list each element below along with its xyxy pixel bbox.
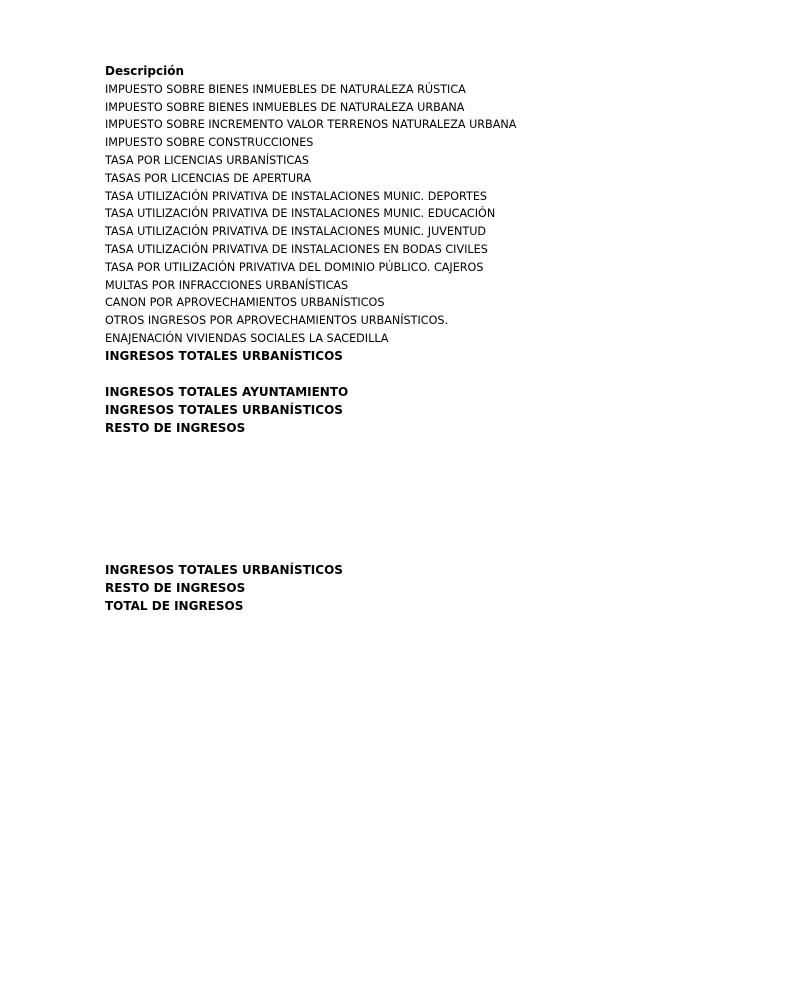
resto-ingresos-row: RESTO DE INGRESOS [105, 420, 246, 435]
table-row: IMPUESTO SOBRE CONSTRUCCIONES [105, 136, 314, 150]
table-row: TASA UTILIZACIÓN PRIVATIVA DE INSTALACIONES EN BODAS CIVILES [105, 242, 488, 256]
table-row: TASA UTILIZACIÓN PRIVATIVA DE INSTALACIONES MUNIC. EDUCACIÓN [105, 207, 496, 221]
summary-block [105, 384, 348, 437]
table-row: TASA UTILIZACIÓN PRIVATIVA DE INSTALACIONES MUNIC. DEPORTES [105, 189, 487, 203]
table-row: TASA UTILIZACIÓN PRIVATIVA DE INSTALACIONES MUNIC. JUVENTUD [105, 225, 487, 239]
table-row: TASA POR LICENCIAS URBANÍSTICAS [105, 153, 309, 167]
table-row: ENAJENACIÓN VIVIENDAS SOCIALES LA SACEDILLA [105, 331, 389, 345]
total-ingresos-row: TOTAL DE INGRESOS [105, 598, 244, 613]
income-description-table [105, 63, 705, 366]
table-row: TASA POR UTILIZACIÓN PRIVATIVA DEL DOMINIO PÚBLICO. CAJEROS [105, 260, 484, 274]
table-row: IMPUESTO SOBRE BIENES INMUEBLES DE NATURALEZA RÚSTICA [105, 82, 466, 96]
summary-total-urbanisticos-row: INGRESOS TOTALES URBANÍSTICOS [105, 402, 343, 417]
table-row: MULTAS POR INFRACCIONES URBANÍSTICAS [105, 278, 349, 292]
final-total-urbanisticos-row: INGRESOS TOTALES URBANÍSTICOS [105, 563, 343, 577]
total-urbanisticos-row: INGRESOS TOTALES URBANÍSTICOS [105, 348, 343, 363]
column-header-descripcion: Descripción [105, 64, 184, 78]
table-row: IMPUESTO SOBRE BIENES INMUEBLES DE NATURALEZA URBANA [105, 100, 465, 114]
table-row: IMPUESTO SOBRE INCREMENTO VALOR TERRENOS NATURALEZA URBANA [105, 118, 517, 132]
final-totals-block [105, 562, 343, 615]
table-row: TASAS POR LICENCIAS DE APERTURA [105, 171, 311, 185]
final-resto-ingresos-row: RESTO DE INGRESOS [105, 580, 246, 595]
table-row: OTROS INGRESOS POR APROVECHAMIENTOS URBANÍSTICOS. [105, 314, 449, 328]
table-row: CANON POR APROVECHAMIENTOS URBANÍSTICOS [105, 296, 385, 310]
total-ayuntamiento-row: INGRESOS TOTALES AYUNTAMIENTO [105, 385, 349, 399]
